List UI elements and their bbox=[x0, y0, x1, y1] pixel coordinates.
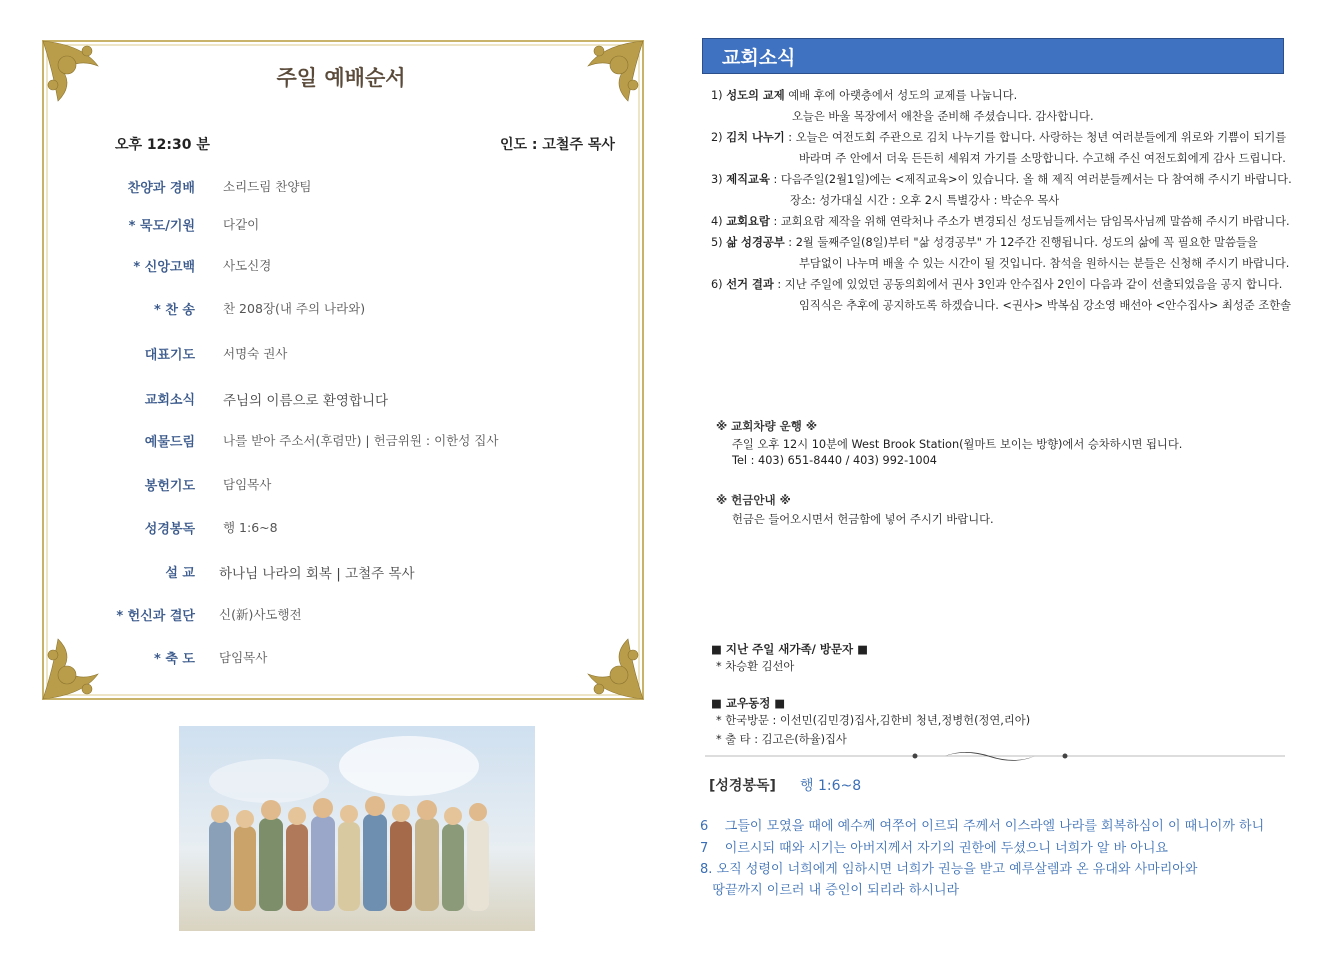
worship-title: 주일 예배순서 bbox=[276, 66, 406, 90]
news-item-text: 바라며 주 안에서 더욱 든든히 세워져 가기를 소망합니다. 수고해 주신 여전도회에게 감사 드립니다. bbox=[799, 152, 1286, 165]
worship-item-label-text: 찬양과 경배 bbox=[127, 181, 195, 196]
news-item-continuation bbox=[799, 150, 1286, 166]
news-item-continuation bbox=[792, 108, 1094, 124]
visitors-line: * 차승환 김선아 bbox=[716, 660, 795, 673]
ornament-divider bbox=[705, 748, 1285, 762]
worship-item-label bbox=[25, 177, 195, 196]
news-item-text: : 2월 둘째주일(8일)부터 "삶 성경공부" 가 12주간 진행됩니다. 성도의 삶에 꼭 필요한 말씀들을 bbox=[788, 236, 1258, 249]
worship-item-label-text: 대표기도 bbox=[144, 348, 195, 363]
news-item-text: 임직식은 추후에 공지하도록 하겠습니다. <권사> 박복심 강소영 배선아 <안수집사> 최성준 조한솔 bbox=[799, 299, 1292, 312]
news-item bbox=[711, 129, 1286, 145]
members-line2: * 출 타 : 김고은(하율)집사 bbox=[716, 733, 847, 746]
worship-item-label-text: 찬 송 bbox=[165, 303, 195, 318]
worship-item-label bbox=[25, 389, 195, 408]
news-item-continuation bbox=[790, 192, 1059, 208]
vehicle-phone: Tel : 403) 651-8440 / 403) 992-1004 bbox=[732, 454, 937, 467]
worship-item-label bbox=[25, 299, 195, 318]
news-item-heading: 성도의 교제 bbox=[726, 89, 785, 102]
worship-item-value: 하나님 나라의 회복 | 고철주 목사 bbox=[219, 566, 415, 582]
worship-item-label-text: 예물드림 bbox=[144, 435, 195, 450]
worship-item-value: 행 1:6~8 bbox=[223, 520, 278, 535]
news-item-continuation bbox=[799, 297, 1291, 313]
worship-item-star: * bbox=[128, 219, 136, 234]
worship-item-value: 주님의 이름으로 환영합니다 bbox=[223, 393, 389, 409]
worship-item-label-text: 묵도/기원 bbox=[140, 219, 195, 234]
worship-item-value: 나를 받아 주소서(후렴만) | 헌금위원 : 이한성 집사 bbox=[223, 433, 499, 448]
worship-item-value: 담임목사 bbox=[219, 650, 268, 665]
news-item bbox=[711, 234, 1258, 250]
worship-item-star: * bbox=[154, 652, 161, 667]
worship-time: 오후 12:30 분 bbox=[115, 137, 210, 153]
worship-item-value: 사도신경 bbox=[223, 258, 272, 273]
members-line1: * 한국방문 : 이선민(김민경)집사,김한비 청년,정병헌(정연,리아) bbox=[716, 714, 1031, 727]
worship-item-value: 서명숙 권사 bbox=[223, 346, 288, 361]
worship-leader: 인도 : 고철주 목사 bbox=[500, 137, 615, 153]
worship-item-label bbox=[25, 518, 195, 537]
worship-item-label bbox=[25, 215, 195, 234]
news-item-number: 2) bbox=[711, 131, 723, 144]
news-item-number: 1) bbox=[711, 89, 723, 102]
worship-item-label-text: 신앙고백 bbox=[144, 260, 195, 275]
offering-heading: ※ 헌금안내 ※ bbox=[716, 493, 791, 507]
news-item-text: : 교회요람 제작을 위해 연락처나 주소가 변경되신 성도님들께서는 담임목사님께 말씀해 주시기 바랍니다. bbox=[773, 215, 1290, 228]
worship-item-star: * bbox=[154, 303, 161, 318]
worship-item-label-text: 교회소식 bbox=[144, 393, 195, 408]
news-item-text: 오늘은 바울 목장에서 애찬을 준비해 주셨습니다. 감사합니다. bbox=[792, 110, 1094, 123]
news-title: 교회소식 bbox=[722, 47, 796, 69]
disciples-illustration bbox=[179, 726, 535, 931]
news-item-number: 6) bbox=[711, 278, 723, 291]
news-item-heading: 제직교육 bbox=[726, 173, 770, 186]
bible-verse: 7 이르시되 때와 시기는 아버지께서 자기의 권한에 두셨으니 너희가 알 바 아니요 bbox=[700, 841, 1168, 856]
worship-item-label bbox=[25, 431, 195, 450]
worship-item-value: 담임목사 bbox=[223, 477, 272, 492]
offering-line: 헌금은 들어오시면서 헌금함에 넣어 주시기 바랍니다. bbox=[732, 513, 994, 526]
worship-item-value: 신(新)사도행전 bbox=[219, 607, 302, 622]
worship-item-label-text: 봉헌기도 bbox=[144, 479, 195, 494]
worship-item-label bbox=[25, 648, 195, 667]
news-item-text: 장소: 성가대실 시간 : 오후 2시 특별강사 : 박순우 목사 bbox=[790, 194, 1060, 207]
bible-verse: 8. 오직 성령이 너희에게 임하시면 너희가 권능을 받고 예루살렘과 온 유대와 사마리아와 bbox=[700, 862, 1198, 877]
news-item-text: : 오늘은 여전도회 주관으로 김치 나누기를 합니다. 사랑하는 청년 여러분들에게 위로와 기쁨이 되기를 bbox=[788, 131, 1287, 144]
visitors-heading: ■ 지난 주일 새가족/ 방문자 ■ bbox=[711, 642, 869, 656]
news-item-text: : 지난 주일에 있었던 공동의회에서 권사 3인과 안수집사 2인이 다음과 같이 선출되었음을 공지 합니다. bbox=[777, 278, 1283, 291]
vehicle-heading: ※ 교회차량 운행 ※ bbox=[716, 419, 818, 433]
vehicle-line: 주일 오후 12시 10분에 West Brook Station(월마트 보이는 방향)에서 승차하시면 됩니다. bbox=[732, 438, 1183, 451]
news-item-number: 4) bbox=[711, 215, 723, 228]
worship-item-label bbox=[25, 344, 195, 363]
worship-item-value: 소리드림 찬양팀 bbox=[223, 179, 312, 194]
worship-item-star: * bbox=[116, 609, 124, 624]
news-item bbox=[711, 171, 1292, 187]
news-item-heading: 선거 결과 bbox=[726, 278, 774, 291]
bible-verse: 6 그들이 모였을 때에 예수께 여쭈어 이르되 주께서 이스라엘 나라를 회복하심이 이 때니이까 하니 bbox=[700, 819, 1265, 834]
news-item-heading: 김치 나누기 bbox=[726, 131, 785, 144]
worship-item-value: 다같이 bbox=[223, 217, 260, 232]
worship-item-label-text: 헌신과 결단 bbox=[127, 609, 195, 624]
news-item bbox=[711, 213, 1290, 229]
bible-reading-reference: 행 1:6~8 bbox=[800, 778, 862, 794]
worship-item-label-text: 성경봉독 bbox=[144, 522, 195, 537]
news-item-heading: 삶 성경공부 bbox=[726, 236, 785, 249]
news-item-text: 예배 후에 아랫층에서 성도의 교제를 나눕니다. bbox=[788, 89, 1018, 102]
worship-item-label bbox=[25, 475, 195, 494]
news-item-continuation bbox=[799, 255, 1289, 271]
news-item-text: : 다음주일(2월1일)에는 <제직교육>이 있습니다. 올 해 제직 여러분들께서는 다 참여해 주시기 바랍니다. bbox=[773, 173, 1292, 186]
worship-item-label-text: 축 도 bbox=[165, 652, 195, 667]
worship-item-label bbox=[25, 562, 195, 581]
news-item bbox=[711, 87, 1017, 103]
worship-item-value: 찬 208장(내 주의 나라와) bbox=[223, 301, 366, 316]
news-item bbox=[711, 276, 1282, 292]
worship-item-label bbox=[25, 605, 195, 624]
news-item-number: 5) bbox=[711, 236, 723, 249]
members-heading: ■ 교우동정 ■ bbox=[711, 696, 786, 710]
worship-item-star: * bbox=[133, 260, 141, 275]
worship-item-label-text: 설 교 bbox=[165, 566, 195, 581]
bible-reading-heading: [성경봉독] bbox=[709, 778, 776, 794]
news-item-heading: 교회요람 bbox=[726, 215, 770, 228]
worship-item-label bbox=[25, 256, 195, 275]
news-item-text: 부담없이 나누며 배울 수 있는 시간이 될 것입니다. 참석을 원하시는 분들은 신청해 주시기 바랍니다. bbox=[799, 257, 1290, 270]
news-item-number: 3) bbox=[711, 173, 723, 186]
bible-verse: 땅끝까지 이르러 내 증인이 되리라 하시니라 bbox=[700, 883, 960, 898]
